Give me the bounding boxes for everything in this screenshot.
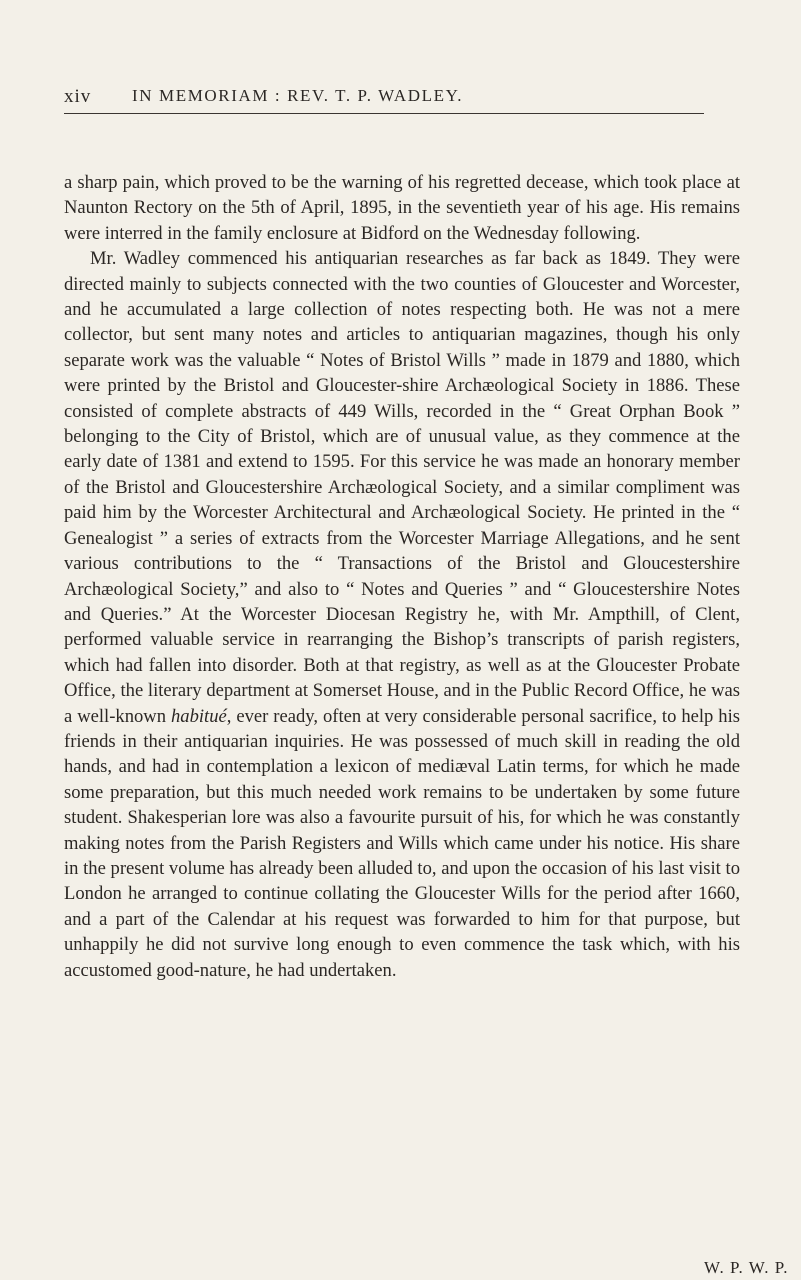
italic-term: habitué: [170, 705, 227, 727]
paragraph-1: a sharp pain, which proved to be the warning of his regretted decease, which took place at Naunton Rectory on the 5th of April, 1895, in the seventieth year of his age. His remains were interred in the family enclosure at Bidford on the Wednesday following.: [64, 172, 740, 244]
page-number: xiv: [64, 86, 92, 107]
paragraph-2-part-a: Mr. Wadley commenced his antiquarian researches as far back as 1849. They were directed mainly to subjects connected with the two counties of Gloucester and Worcester, and he accumulated a large collection of notes respecting both. He was not a mere collector, but sent many notes and articles to antiquarian magazines, though his only separate work was the valuable “ Notes of Bristol Wills ” made in 1879 and 1880, which were printed by the Bristol and Gloucester-shire Archæological Society in 1886. These consisted of complete abstracts of 449 Wills, recorded in the “ Great Orphan Book ” belonging to the City of Bristol, which are of unusual value, as they commence at the early date of 1381 and extend to 1595. For this service he was made an honorary member of the Bristol and Gloucestershire Archæological Society, and a similar compliment was paid him by the Worcester Architectural and Archæological Society. He printed in the “ Genealogist ” a series of extracts from the Worcester Marriage Allegations, and he sent various contributions to the “ Transactions of the Bristol and Gloucestershire Archæological Society,” and also to “ Notes and Queries ” and “ Gloucestershire Notes and Queries.” At the Worcester Diocesan Registry he, with Mr. Ampthill, of Clent, performed valuable service in rearranging the Bishop’s transcripts of parish registers, which had fallen into disorder. Both at that registry, as well as at the Gloucester Probate Office, the literary department at Somerset House, and in the Public Record Office, he was a well-known: [64, 248, 740, 727]
running-head: IN MEMORIAM : REV. T. P. WADLEY.: [132, 86, 464, 105]
body-text: [64, 170, 740, 983]
paragraph-2-part-b: , ever ready, often at very considerable personal sacrifice, to help his friends in their antiquarian inquiries. He was possessed of much skill in reading the old hands, and had in contemplation a lexicon of mediæval Latin terms, for which he made some preparation, but this much needed work remains to be undertaken by some future student. Shakesperian lore was also a favourite pursuit of his, for which he was constantly making notes from the Parish Registers and Wills which came under his notice. His share in the present volume has already been alluded to, and upon the occasion of his last visit to London he arranged to continue collating the Gloucester Wills for the period after 1660, and a part of the Calendar at his request was forwarded to him for that purpose, but unhappily he did not survive long enough to even commence the task which, with his accustomed good-nature, he had undertaken.: [64, 705, 740, 981]
document-page: [64, 82, 789, 1277]
paragraph-2: [64, 246, 740, 983]
signature: W. P. W. P.: [704, 1258, 789, 1277]
header-rule: [64, 113, 704, 114]
page-header: [64, 82, 740, 112]
